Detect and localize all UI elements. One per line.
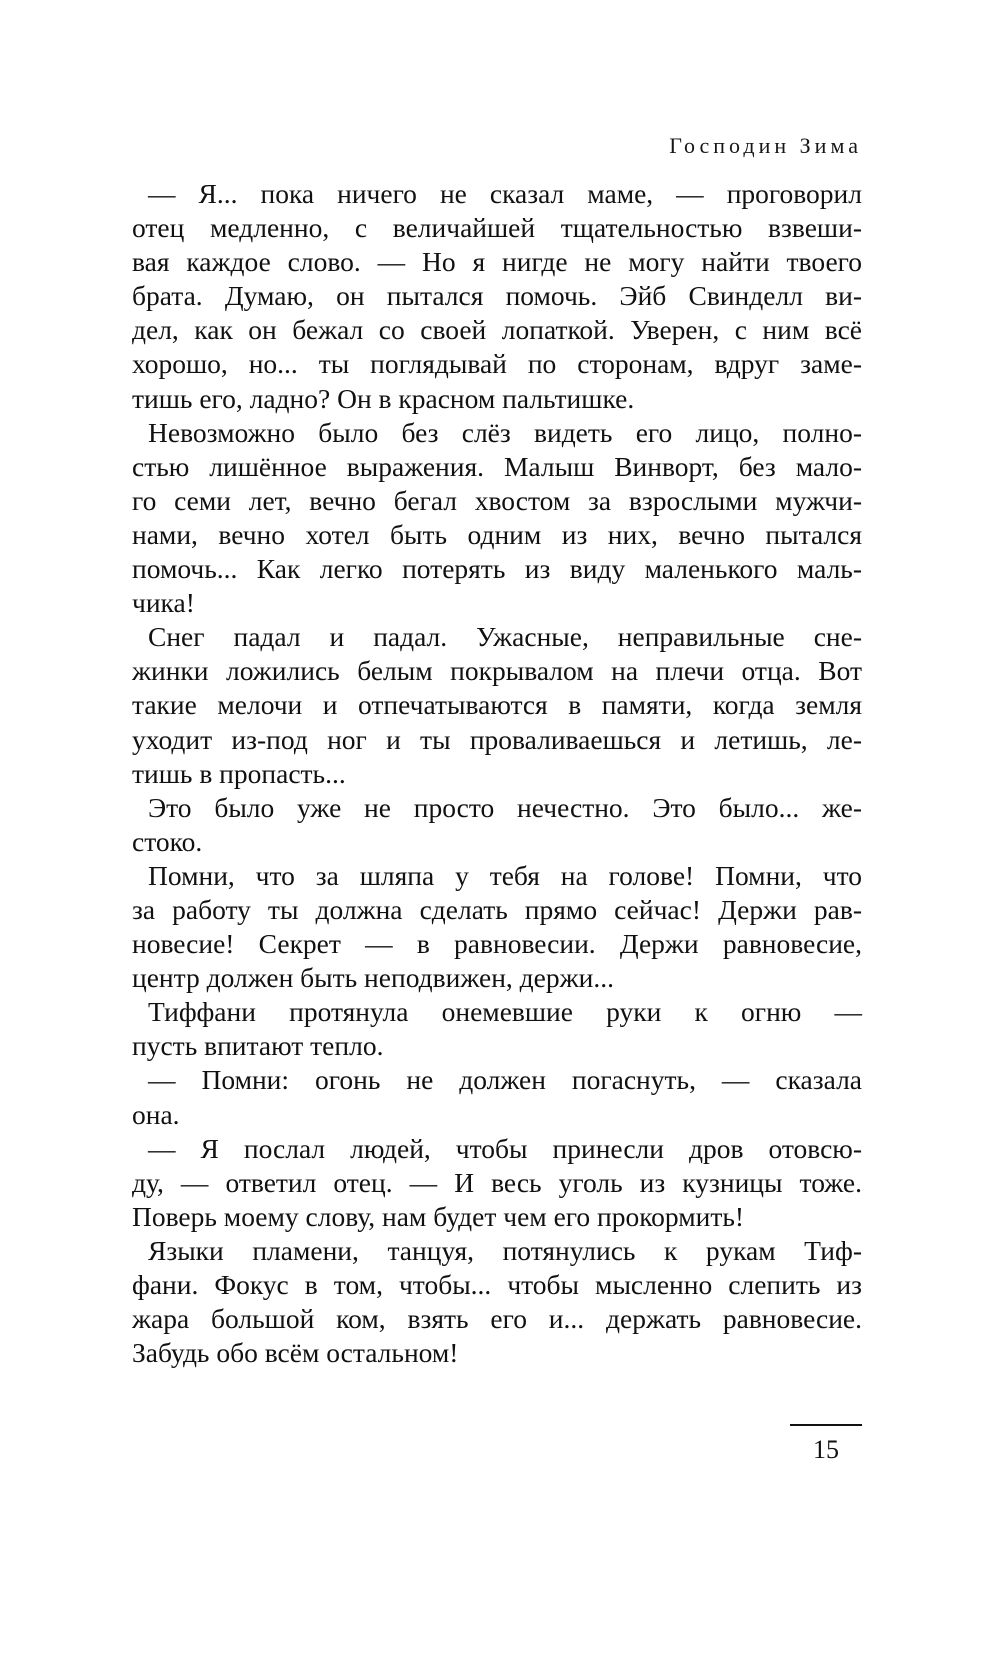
text-line: стью лишённое выражения. Малыш Винворт, без мало- xyxy=(132,450,862,482)
text-line: центр должен быть неподвижен, держи... xyxy=(132,962,614,994)
paragraph xyxy=(132,620,862,790)
paragraph xyxy=(132,177,862,416)
text-line: тишь в пропасть... xyxy=(132,757,346,789)
text-line: вая каждое слово. — Но я нигде не могу найти твоего xyxy=(132,246,862,278)
text-line: нами, вечно хотел быть одним из них, вечно пытался xyxy=(132,518,862,550)
text-line: отец медленно, с величайшей тщательностью взвеши- xyxy=(132,212,862,244)
text-line: помочь... Как легко потерять из виду маленького маль- xyxy=(132,553,862,585)
text-line: — Помни: огонь не должен погаснуть, — сказала xyxy=(148,1064,862,1096)
paragraph xyxy=(132,859,862,995)
text-line: уходит из-под ног и ты проваливаешься и летишь, ле- xyxy=(132,723,862,755)
text-line: Снег падал и падал. Ужасные, неправильные сне- xyxy=(148,621,862,653)
text-line: Помни, что за шляпа у тебя на голове! Помни, что xyxy=(148,859,862,891)
text-line: Поверь моему слову, нам будет чем его прокормить! xyxy=(132,1200,745,1232)
text-line: Это было уже не просто нечестно. Это было... же- xyxy=(148,791,862,823)
page-number: 15 xyxy=(813,1435,839,1464)
text-line: Языки пламени, танцуя, потянулись к рукам Тиф- xyxy=(148,1234,862,1266)
text-line: ду, — ответил отец. — И весь уголь из кузницы тоже. xyxy=(132,1166,862,1198)
text-line: го семи лет, вечно бегал хвостом за взрослыми мужчи- xyxy=(132,484,862,516)
text-line: новесие! Секрет — в равновесии. Держи равновесие, xyxy=(132,928,862,960)
text-line: стоко. xyxy=(132,825,203,857)
text-line: хорошо, но... ты поглядывай по сторонам, вдруг заме- xyxy=(132,348,862,380)
text-line: она. xyxy=(132,1098,180,1130)
paragraph xyxy=(132,1063,862,1131)
running-head: Господин Зима xyxy=(669,133,862,158)
text-line: такие мелочи и отпечатываются в памяти, когда земля xyxy=(132,689,862,721)
body-text xyxy=(132,177,862,1370)
text-line: — Я послал людей, чтобы принесли дров отовсю- xyxy=(148,1132,862,1164)
text-line: Забудь обо всём остальном! xyxy=(132,1337,459,1369)
text-line: Невозможно было без слёз видеть его лицо, полно- xyxy=(148,416,862,448)
text-line: Тиффани протянула онемевшие руки к огню — xyxy=(148,996,862,1028)
text-line: жинки ложились белым покрывалом на плечи отца. Вот xyxy=(132,655,862,687)
text-line: за работу ты должна сделать прямо сейчас! Держи рав- xyxy=(132,893,862,925)
text-line: жара большой ком, взять его и... держать равновесие. xyxy=(132,1303,862,1335)
text-line: пусть впитают тепло. xyxy=(132,1030,384,1062)
page-number-rule xyxy=(790,1424,862,1426)
text-line: — Я... пока ничего не сказал маме, — проговорил xyxy=(148,178,862,209)
text-line: дел, как он бежал со своей лопаткой. Уверен, с ним всё xyxy=(132,314,862,346)
paragraph xyxy=(132,791,862,859)
text-line: чика! xyxy=(132,587,195,619)
text-line: фани. Фокус в том, чтобы... чтобы мысленно слепить из xyxy=(132,1269,862,1300)
text-line: тишь его, ладно? Он в красном пальтишке. xyxy=(132,382,635,414)
text-line: брата. Думаю, он пытался помочь. Эйб Свинделл ви- xyxy=(132,280,862,312)
paragraph xyxy=(132,1234,862,1370)
paragraph xyxy=(132,1132,862,1234)
paragraph xyxy=(132,995,862,1063)
paragraph xyxy=(132,416,862,621)
